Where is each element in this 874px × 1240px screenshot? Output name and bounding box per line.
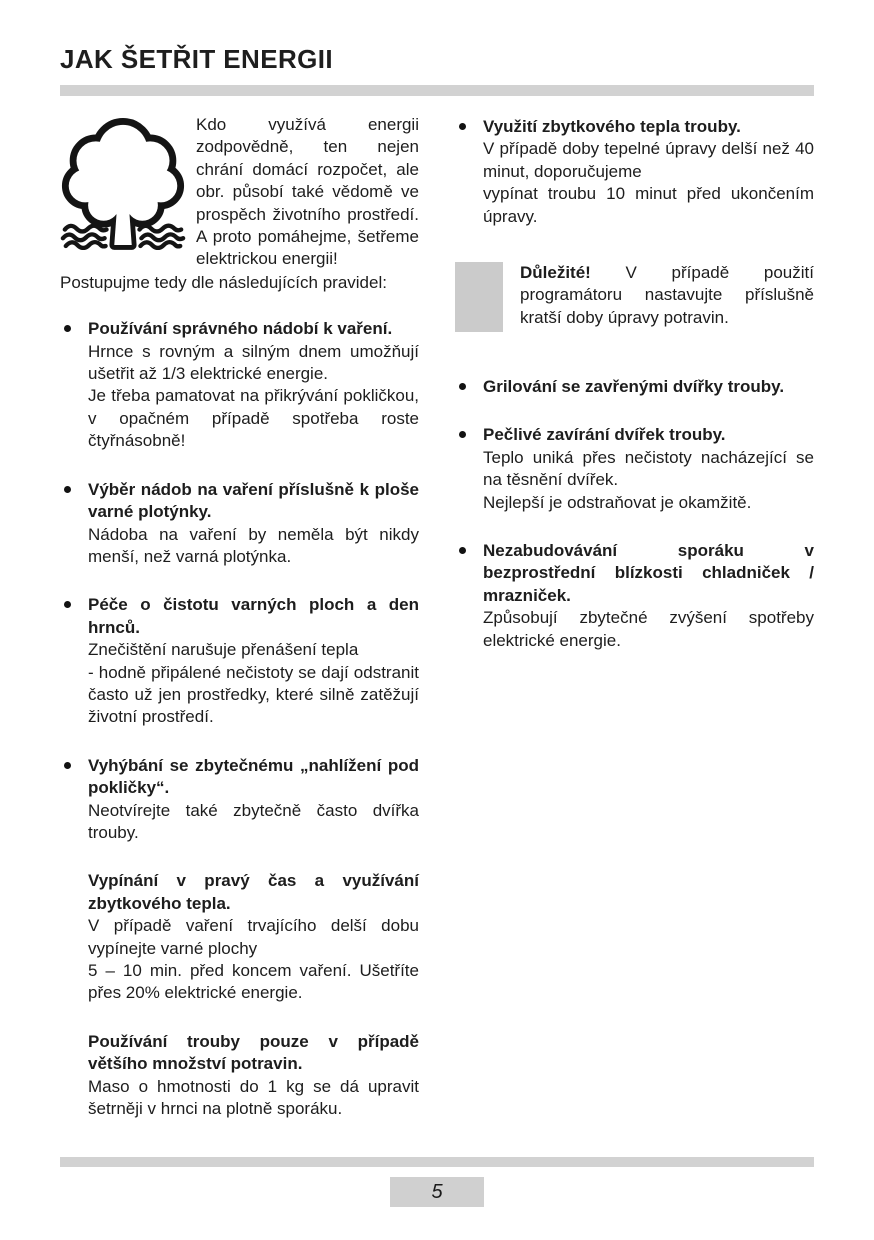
bullet-dot [455,540,483,652]
tip-item-oven-large-amounts [60,1031,419,1121]
tip-heading: Používání trouby pouze v případě většího množství potravin. [88,1031,419,1074]
intro-lead-line: Postupujme tedy dle následujících pravidel: [60,272,387,292]
bullet-dot [60,479,88,569]
bullet-dot [455,424,483,514]
page-number: 5 [431,1180,443,1203]
tip-body: vypínat troubu 10 minut před ukončením úpravy. [483,184,814,226]
tip-item-lid-peeking [60,755,419,845]
left-column [60,114,419,1120]
tip-body: Teplo uniká přes nečistoty nacházející se na těsnění dvířek. [483,447,814,490]
bullet-dot [60,318,88,452]
tip-body: Maso o hmotnosti do 1 kg se dá upravit šetrněji v hrnci na plotně sporáku. [88,1076,419,1119]
tip-body: V případě doby tepelné úpravy delší než 40 minut, doporučujeme [483,139,814,181]
bullet-spacer [60,870,88,1004]
bullet-dot [60,755,88,845]
bullet-spacer [60,1031,88,1121]
tip-heading: Používání správného nádobí k vaření. [88,319,393,339]
tip-item-switch-off-early [60,870,419,1004]
tip-item-grill-closed-door [455,376,814,398]
important-note [455,262,814,332]
page-content [60,44,814,1120]
tip-body: Nádoba na vaření by neměla být nikdy menší, než varná plotýnka. [88,524,419,566]
bullet-dot [455,376,483,398]
tip-heading: Péče o čistotu varných ploch a den hrnců. [88,595,419,637]
tip-item-close-door-carefully [455,424,814,514]
tip-heading: Vypínání v pravý čas a využívání zbytkového tepla. [88,871,419,913]
tip-heading: Výběr nádob na vaření příslušně k ploše varné plotýnky. [88,479,419,522]
note-label: Důležité! [520,263,591,283]
page-title: JAK ŠETŘIT ENERGII [60,44,334,74]
tip-item-cookware [60,318,419,452]
title-divider-bar [60,85,814,96]
tip-body: Znečištění narušuje přenášení tepla [88,640,359,660]
two-column-layout [60,114,814,1120]
bullet-dot [60,594,88,728]
tip-heading: Vyhýbání se zbytečnému „nahlížení pod pokličky“. [88,755,419,798]
tip-body: 5 – 10 min. před koncem vaření. Ušetříte přes 20% elektrické energie. [88,961,419,1003]
tip-heading: Pečlivé zavírání dvířek trouby. [483,425,726,445]
tip-item-pot-size [60,479,419,569]
tip-body: V případě vaření trvajícího delší dobu vypínejte varné plochy [88,916,419,958]
intro-paragraph: Kdo využívá energii zodpovědně, ten nejen chrání domácí rozpočet, ale obr. působí také vědomě ve prospěch životního prostředí. A proto pomáhejme, šetřeme elektrickou energii! [196,115,419,269]
tip-heading: Využití zbytkového tepla trouby. [483,117,741,136]
tip-body: Neotvírejte také zbytečně často dvířka trouby. [88,800,419,842]
tip-body: Způsobují zbytečné zvýšení spotřeby elektrické energie. [483,608,814,650]
tip-heading: Grilování se zavřenými dvířky trouby. [483,377,785,397]
note-marker-square [455,262,503,332]
tip-body: - hodně připálené nečistoty se dají odstranit často už jen prostředky, které silně zatěžují životní prostředí. [88,662,419,727]
intro-block [60,114,419,294]
right-column [455,114,814,1120]
tip-heading: Nezabudovávání sporáku v bezprostřední blízkosti chladniček / mrazniček. [483,541,814,605]
page-number-box [390,1177,484,1207]
note-text [520,262,814,332]
tip-item-no-builtin-near-fridge [455,540,814,652]
tip-body: Je třeba pamatovat na přikrývání pokličkou, v opačném případě spotřeba roste čtyřnásobně! [88,386,419,451]
tree-eco-icon [60,116,186,250]
tip-body: Hrnce s rovným a silným dnem umožňují ušetřit až 1/3 elektrické energie. [88,341,419,384]
footer-divider-bar [60,1157,814,1167]
note-body: V případě použití programátoru nastavujte příslušně kratší doby úpravy potravin. [520,263,814,327]
tip-body: Nejlepší je odstraňovat je okamžitě. [483,492,752,512]
tip-item-residual-heat [455,116,814,228]
tip-item-cleanliness [60,594,419,728]
bullet-dot [455,116,483,228]
